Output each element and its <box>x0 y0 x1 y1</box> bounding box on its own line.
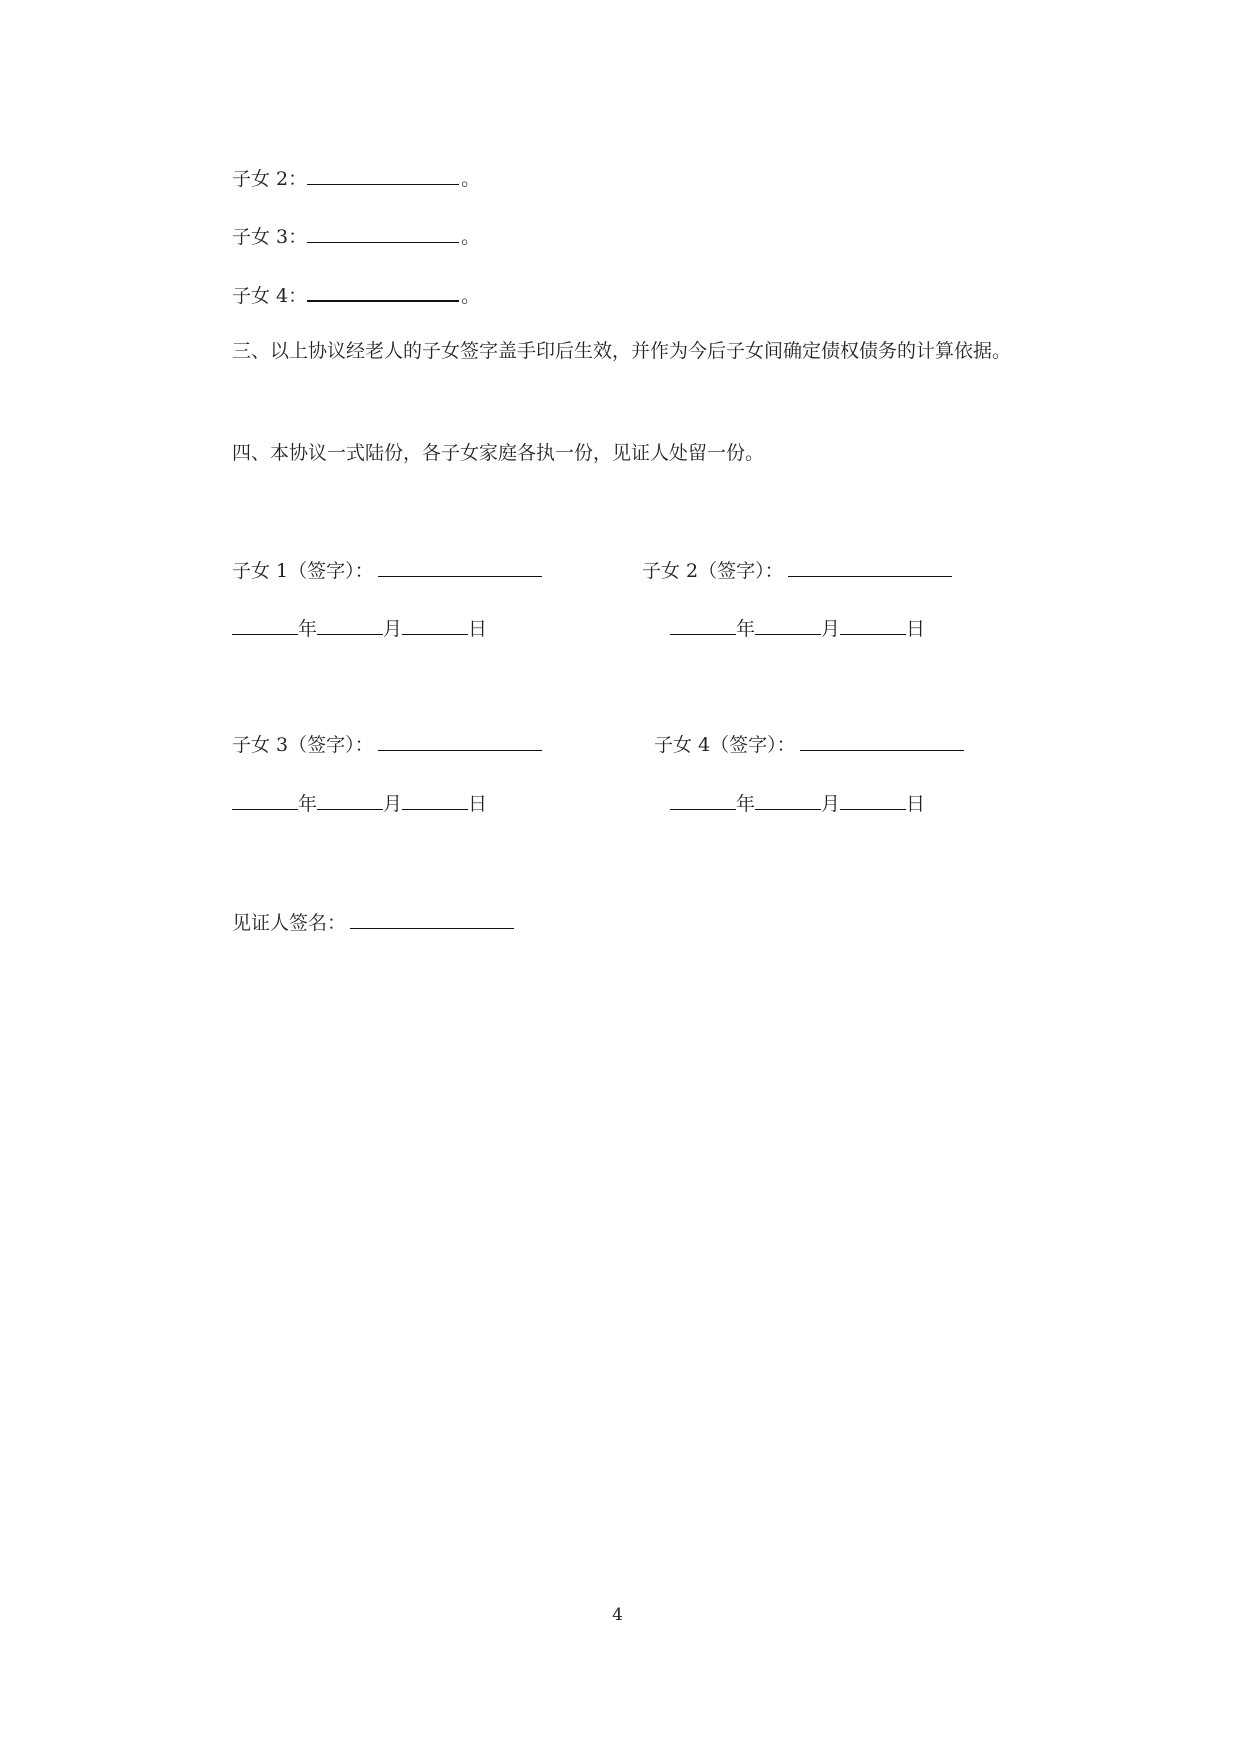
page-number: 4 <box>612 1605 623 1625</box>
clause-3: 三、以上协议经老人的子女签字盖手印后生效，并作为今后子女间确定债权债务的计算依据。 <box>232 340 1012 362</box>
child-2-blank[interactable] <box>307 166 459 185</box>
child-1-signature <box>232 558 542 582</box>
witness-signature-blank[interactable] <box>350 910 514 929</box>
child-1-signature-label: 子女 1（签字）： <box>232 560 374 582</box>
child-3-date <box>232 791 487 815</box>
child-2-signature-blank[interactable] <box>788 558 952 577</box>
month-label: 月 <box>821 618 841 640</box>
child-4-day-blank[interactable] <box>840 791 906 810</box>
day-label: 日 <box>906 793 926 815</box>
year-label: 年 <box>736 618 756 640</box>
child-2-month-blank[interactable] <box>755 616 821 635</box>
month-label: 月 <box>383 793 403 815</box>
child-4-date <box>670 791 925 815</box>
clause-4: 四、本协议一式陆份，各子女家庭各执一份，见证人处留一份。 <box>232 442 765 464</box>
child-4-label: 子女 4： <box>232 285 308 307</box>
day-label: 日 <box>906 618 926 640</box>
child-4-year-blank[interactable] <box>670 791 736 810</box>
child-2-label: 子女 2： <box>232 168 308 190</box>
child-2-signature-label: 子女 2（签字）： <box>642 560 784 582</box>
child-2-date <box>670 616 925 640</box>
child-4-signature <box>654 732 964 756</box>
child-2-year-blank[interactable] <box>670 616 736 635</box>
child-3-label: 子女 3： <box>232 226 308 248</box>
year-label: 年 <box>298 793 318 815</box>
child-1-year-blank[interactable] <box>232 616 298 635</box>
child-2-line <box>232 166 480 190</box>
child-4-month-blank[interactable] <box>755 791 821 810</box>
month-label: 月 <box>821 793 841 815</box>
child-4-signature-blank[interactable] <box>800 732 964 751</box>
child-3-blank[interactable] <box>307 224 459 243</box>
child-3-signature-label: 子女 3（签字）： <box>232 734 374 756</box>
child-4-line <box>232 282 480 307</box>
child-3-month-blank[interactable] <box>317 791 383 810</box>
child-1-date <box>232 616 487 640</box>
witness-signature <box>232 910 514 934</box>
day-label: 日 <box>468 618 488 640</box>
month-label: 月 <box>383 618 403 640</box>
day-label: 日 <box>468 793 488 815</box>
year-label: 年 <box>736 793 756 815</box>
child-2-end: 。 <box>461 168 481 190</box>
child-4-signature-label: 子女 4（签字）： <box>654 734 796 756</box>
witness-label: 见证人签名： <box>232 912 347 934</box>
child-3-signature <box>232 732 542 756</box>
child-3-line <box>232 224 480 248</box>
child-1-signature-blank[interactable] <box>378 558 542 577</box>
child-3-end: 。 <box>461 226 481 248</box>
child-1-month-blank[interactable] <box>317 616 383 635</box>
child-4-blank[interactable] <box>307 282 459 302</box>
child-4-end: 。 <box>461 285 481 307</box>
child-2-day-blank[interactable] <box>840 616 906 635</box>
child-3-year-blank[interactable] <box>232 791 298 810</box>
child-3-day-blank[interactable] <box>402 791 468 810</box>
child-2-signature <box>642 558 952 582</box>
year-label: 年 <box>298 618 318 640</box>
child-3-signature-blank[interactable] <box>378 732 542 751</box>
child-1-day-blank[interactable] <box>402 616 468 635</box>
